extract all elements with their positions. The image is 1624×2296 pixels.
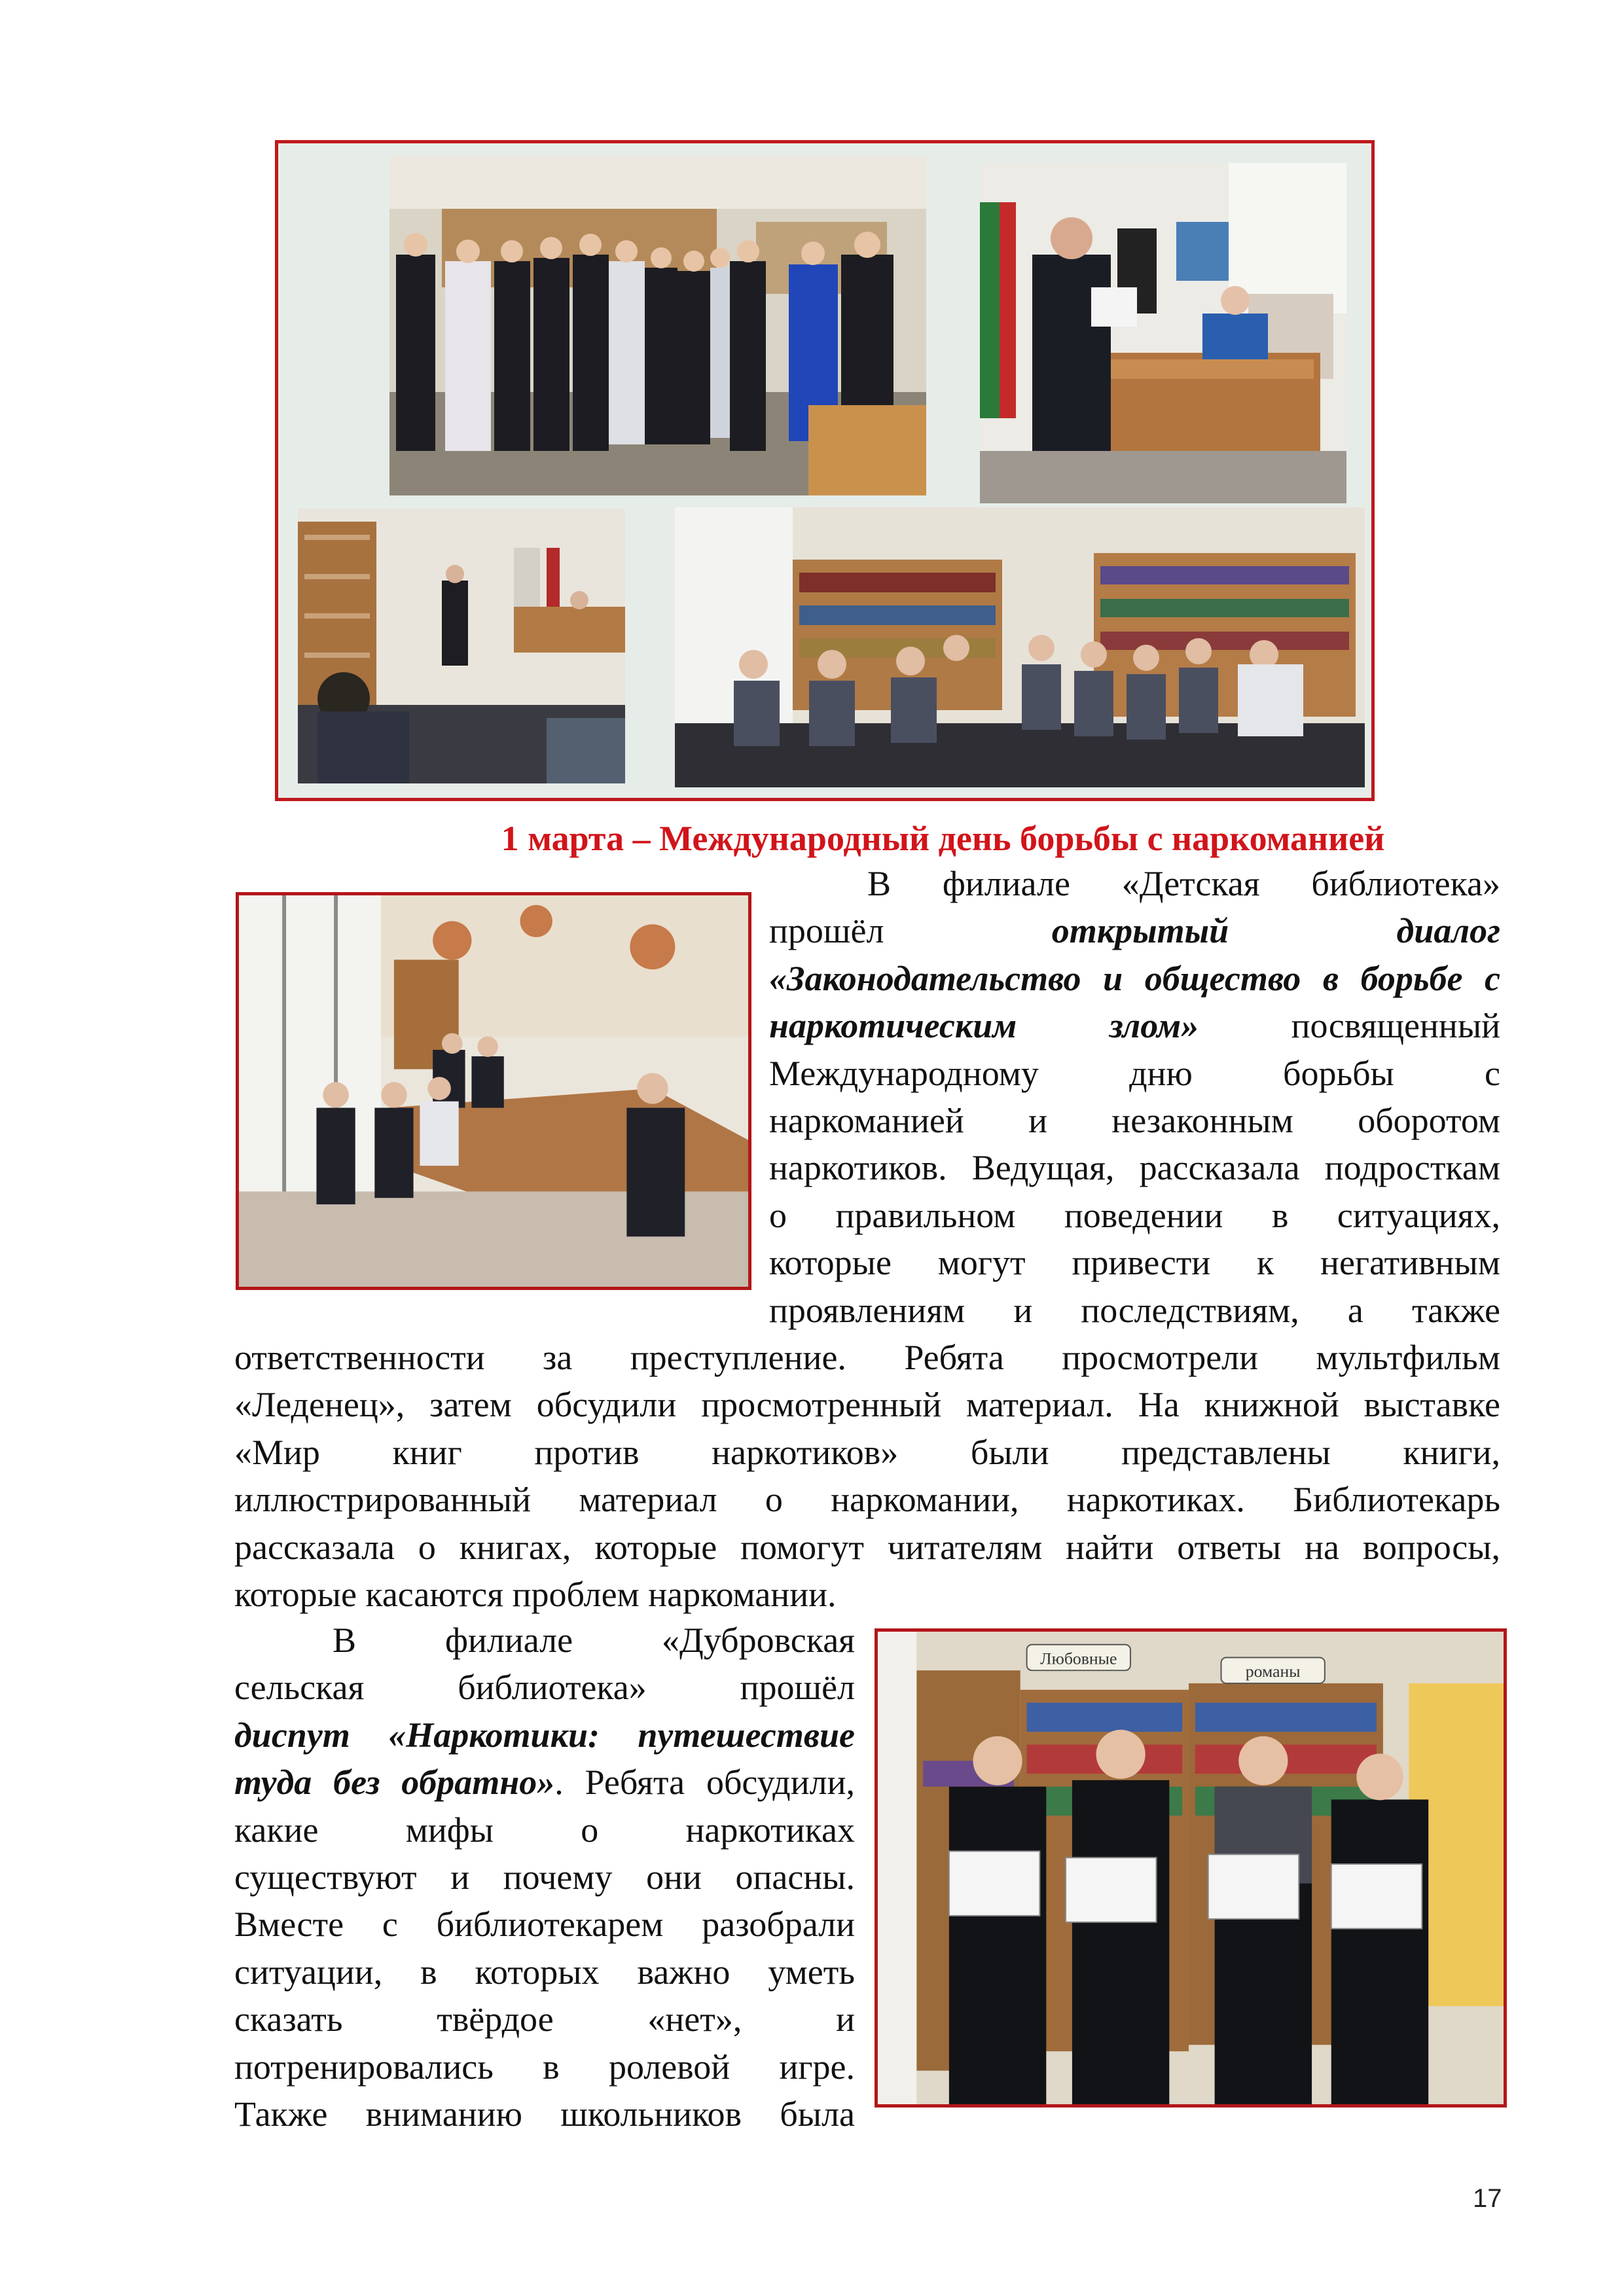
p2-line-2: сельская библиотека» прошёл — [234, 1668, 855, 1708]
p1-line-5: Международному дню борьбы с — [769, 1053, 1500, 1093]
paragraph-detskaya-cont — [234, 1334, 1500, 1618]
photo-collage — [275, 140, 1375, 801]
paragraph-dubrovskaya — [234, 1617, 855, 2138]
p2-line-9: сказать твёрдое «нет», и — [234, 2000, 855, 2039]
p2-line-1: В филиале «Дубровская — [333, 1621, 855, 1660]
p1-line-2: прошёл открытый диалог — [769, 911, 1500, 951]
p2-line-11: Также вниманию школьников была — [234, 2094, 855, 2134]
p2-line-4: туда без обратно». Ребята обсудили, — [234, 1763, 855, 1803]
photo-group-students — [389, 156, 926, 495]
p1-line-8: о правильном поведении в ситуациях, — [769, 1195, 1500, 1235]
photo-reading-room — [298, 509, 625, 783]
p1-line-7: наркотиков. Ведущая, рассказала подросткам — [769, 1148, 1500, 1188]
p1-line-6: наркоманией и незаконным оборотом — [769, 1100, 1500, 1140]
photo-audience — [675, 507, 1365, 787]
p1-line-12: «Леденец», затем обсудили просмотренный материал. На книжной выставке — [234, 1385, 1500, 1425]
p1-line-10: проявлениям и последствиям, а также — [769, 1290, 1500, 1330]
photo-open-dialog — [236, 892, 751, 1290]
photo-boys-leaflets — [875, 1628, 1507, 2108]
p2-line-6: существуют и почему они опасны. — [234, 1857, 855, 1897]
p1-line-1: В филиале «Детская библиотека» — [867, 864, 1500, 903]
p1-line-13: «Мир книг против наркотиков» были представлены книги, — [234, 1432, 1500, 1472]
p1-line-16: которые касаются проблем наркомании. — [234, 1574, 837, 1614]
section-headline: 1 марта – Международный день борьбы с наркоманией — [501, 819, 1385, 858]
page-number: 17 — [1473, 2184, 1502, 2213]
p2-line-5: какие мифы о наркотиках — [234, 1810, 855, 1850]
p1-line-9: которые могут привести к негативным — [769, 1243, 1500, 1283]
p2-line-7: Вместе с библиотекарем разобрали — [234, 1905, 855, 1945]
p1-line-15: рассказала о книгах, которые помогут читателям найти ответы на вопросы, — [234, 1527, 1500, 1567]
paragraph-detskaya — [769, 860, 1500, 1334]
photo-speaker-desk — [980, 163, 1346, 503]
p2-line-8: ситуации, в которых важно уметь — [234, 1952, 855, 1992]
p1-line-3: «Законодательство и общество в борьбе с — [769, 958, 1500, 998]
p2-line-3: диспут «Наркотики: путешествие — [234, 1715, 855, 1755]
p1-line-11: ответственности за преступление. Ребята просмотрели мультфильм — [234, 1338, 1500, 1377]
sign-romance: Любовные — [1040, 1649, 1117, 1668]
p2-line-10: потренировались в ролевой игре. — [234, 2047, 855, 2087]
p1-line-14: иллюстрированный материал о наркомании, наркотиках. Библиотекарь — [234, 1480, 1500, 1520]
sign-novels: романы — [1245, 1662, 1301, 1681]
p1-line-4: наркотическим злом» посвященный — [769, 1006, 1500, 1046]
